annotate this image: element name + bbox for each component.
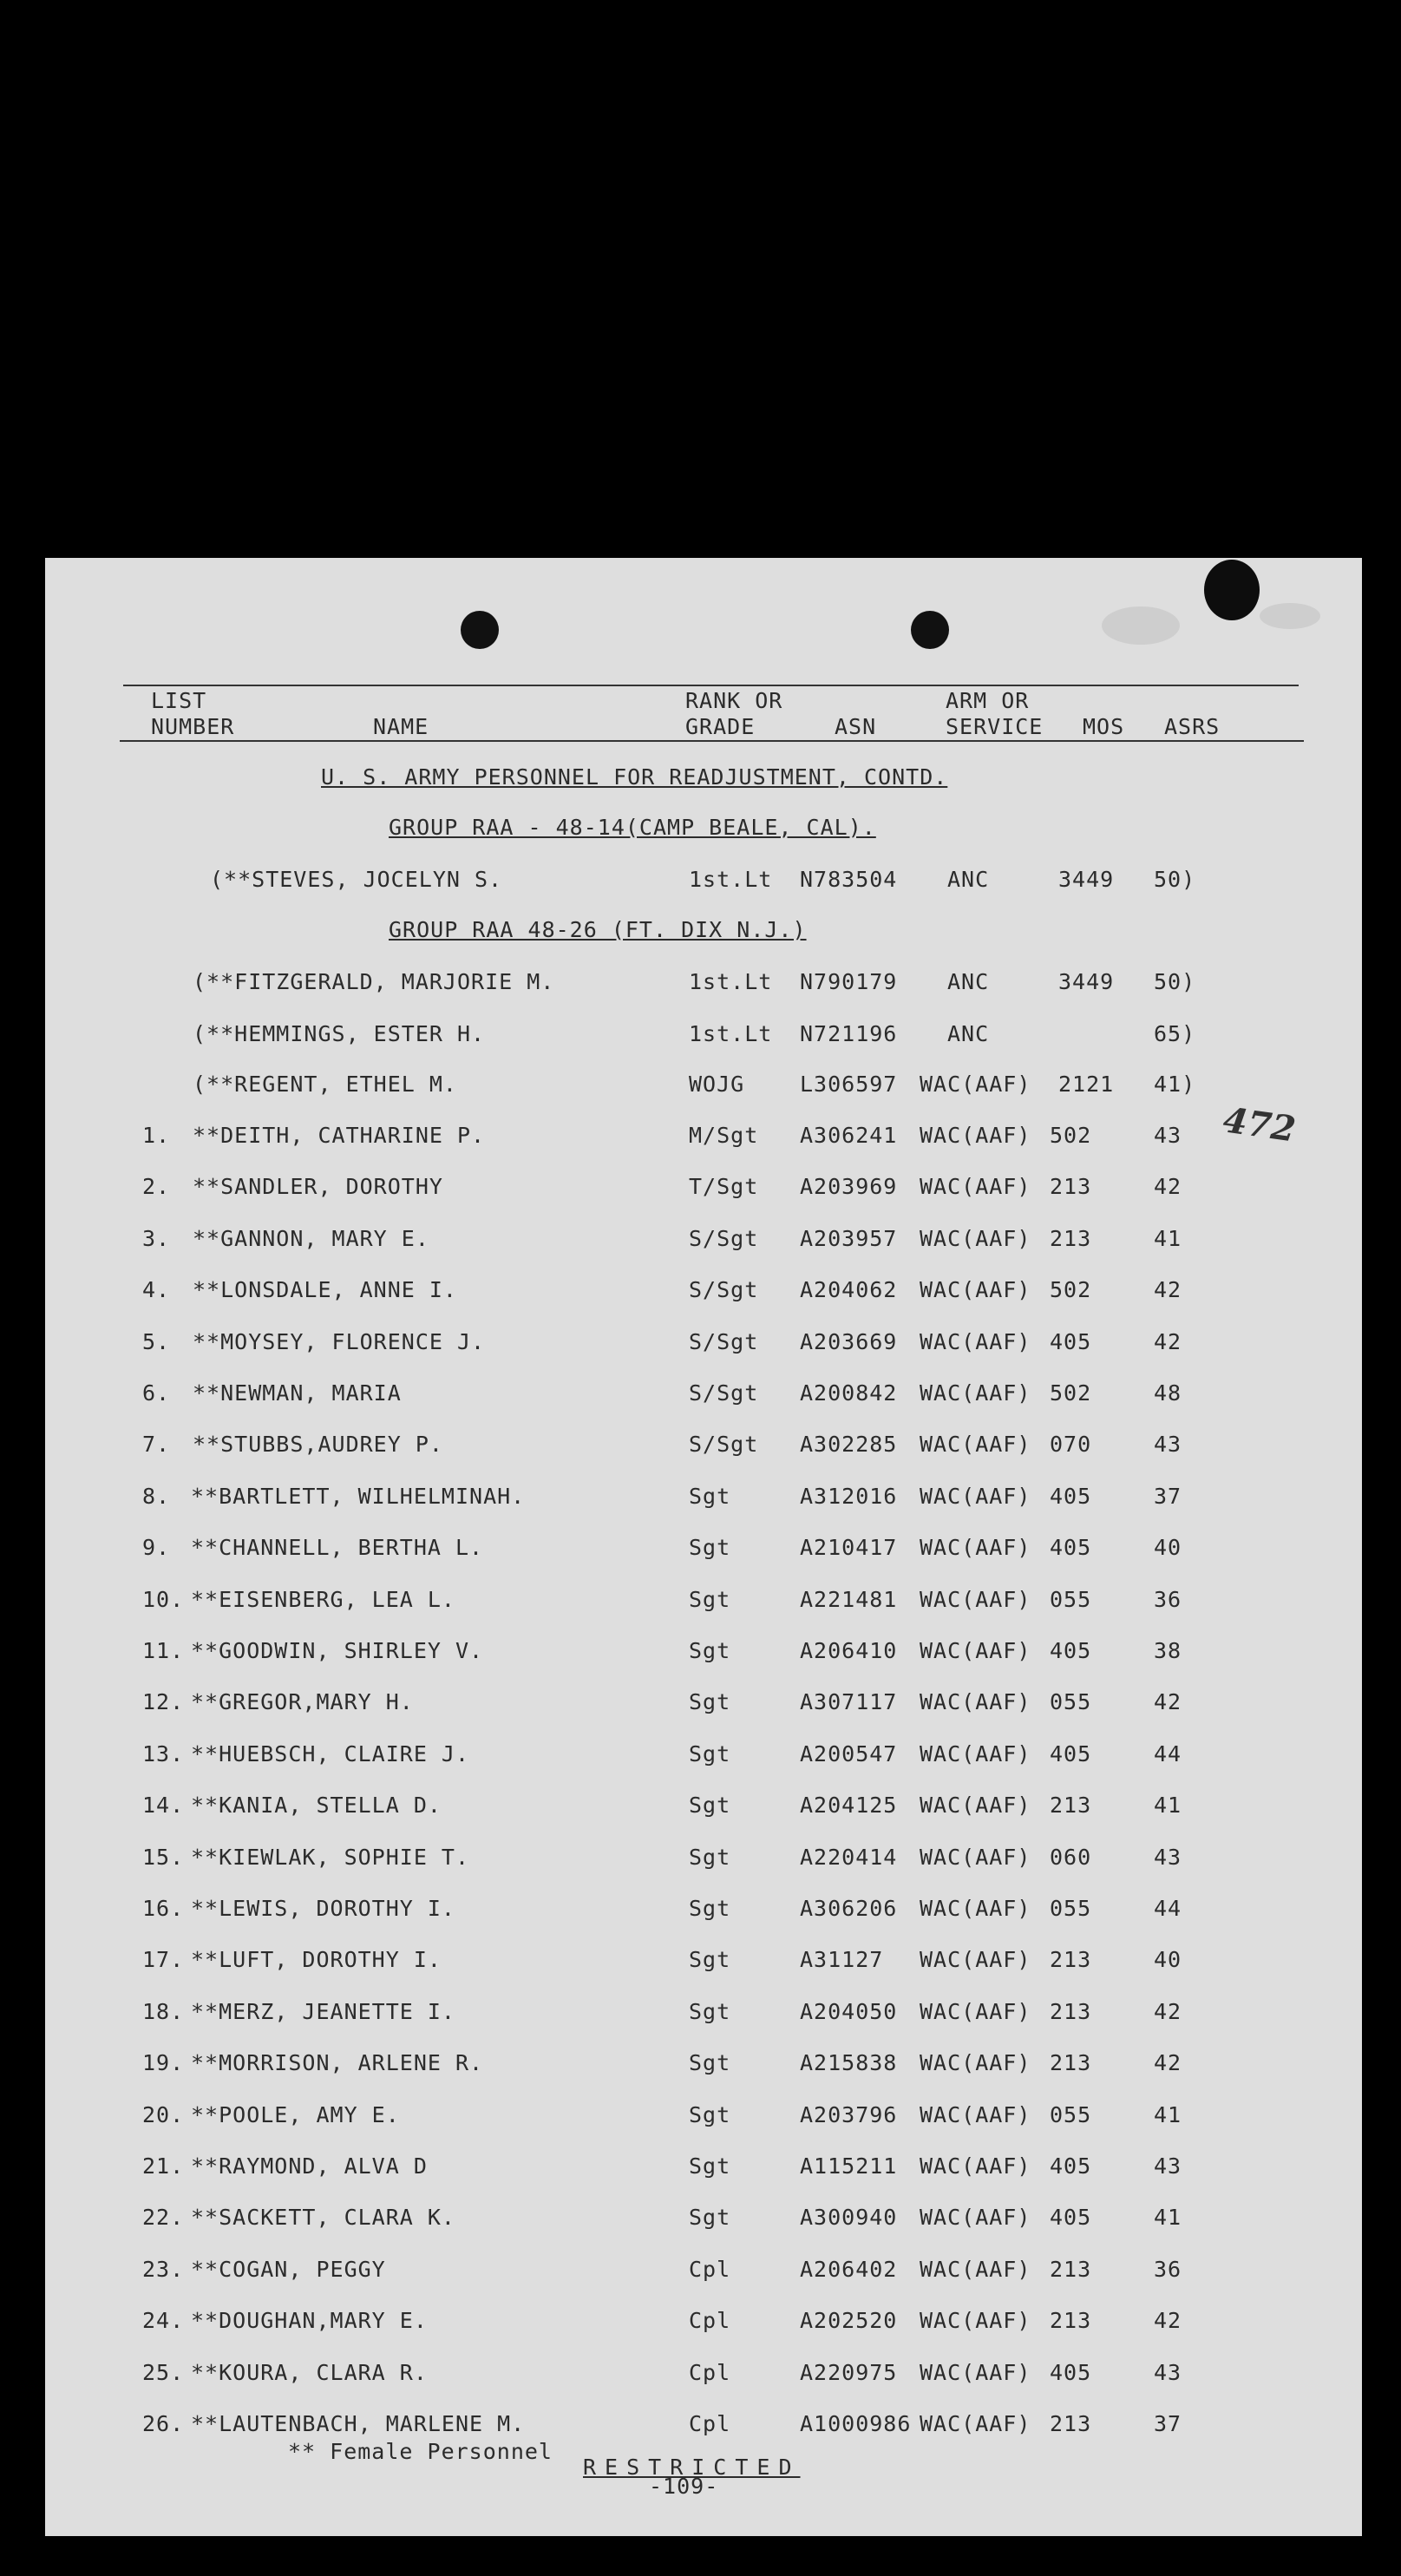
- arm-or-service: WAC(AAF): [920, 1740, 1031, 1766]
- rank: WOJG: [689, 1072, 745, 1097]
- mos: 3449: [1058, 867, 1115, 892]
- arm-or-service: WAC(AAF): [920, 1689, 1031, 1715]
- asn: A302285: [800, 1432, 898, 1458]
- mos: 213: [1050, 1174, 1092, 1200]
- asrs: 37: [1154, 2411, 1182, 2436]
- asrs: 43: [1154, 1844, 1182, 1870]
- arm-or-service: WAC(AAF): [920, 1638, 1031, 1663]
- rank: Sgt: [689, 1586, 731, 1612]
- rank: Sgt: [689, 1896, 731, 1921]
- page-number: -109-: [649, 2474, 719, 2499]
- list-number: 15.: [142, 1844, 185, 1870]
- list-number: 5.: [142, 1328, 171, 1354]
- mos: 502: [1050, 1380, 1092, 1406]
- list-number: 2.: [142, 1174, 171, 1200]
- header-arm: ARM OR: [946, 688, 1030, 713]
- asrs: 42: [1154, 1174, 1182, 1200]
- list-number: 26.: [142, 2411, 185, 2436]
- asn: A203957: [800, 1225, 898, 1251]
- arm-or-service: WAC(AAF): [920, 1998, 1031, 2024]
- person-name: **KIEWLAK, SOPHIE T.: [191, 1844, 470, 1870]
- arm-or-service: WAC(AAF): [920, 1896, 1031, 1921]
- header-asn: ASN: [835, 714, 877, 739]
- person-name: **RAYMOND, ALVA D: [191, 2153, 428, 2179]
- person-name: **COGAN, PEGGY: [191, 2256, 386, 2282]
- mos: 405: [1050, 2205, 1092, 2231]
- arm-or-service: WAC(AAF): [920, 1328, 1031, 1354]
- asn: N790179: [800, 969, 898, 994]
- asn: L306597: [800, 1072, 898, 1097]
- asrs: 65): [1154, 1021, 1196, 1046]
- arm-or-service: WAC(AAF): [920, 1793, 1031, 1819]
- list-number: 7.: [142, 1432, 171, 1458]
- mos: 405: [1050, 1535, 1092, 1561]
- list-number: 10.: [142, 1586, 185, 1612]
- person-name: **KANIA, STELLA D.: [191, 1793, 442, 1819]
- asn: A200547: [800, 1740, 898, 1766]
- mos: 213: [1050, 2256, 1092, 2282]
- rank: Sgt: [689, 1844, 731, 1870]
- list-number: 8.: [142, 1483, 171, 1509]
- asn: A204062: [800, 1277, 898, 1303]
- person-name: **SANDLER, DOROTHY: [193, 1174, 443, 1200]
- arm-or-service: WAC(AAF): [920, 1483, 1031, 1509]
- arm-or-service: WAC(AAF): [920, 1586, 1031, 1612]
- asn: A306241: [800, 1123, 898, 1148]
- list-number: 22.: [142, 2205, 185, 2231]
- mos: 213: [1050, 2411, 1092, 2436]
- mos: 2121: [1058, 1072, 1115, 1097]
- mos: 055: [1050, 1689, 1092, 1715]
- person-name: **NEWMAN, MARIA: [193, 1380, 402, 1406]
- list-number: 9.: [142, 1535, 171, 1561]
- asrs: 44: [1154, 1896, 1182, 1921]
- person-name: **DEITH, CATHARINE P.: [193, 1123, 486, 1148]
- arm-or-service: WAC(AAF): [920, 2101, 1031, 2127]
- rank: S/Sgt: [689, 1225, 759, 1251]
- asrs: 42: [1154, 2050, 1182, 2076]
- person-name: **LONSDALE, ANNE I.: [193, 1277, 457, 1303]
- rank: Cpl: [689, 2308, 731, 2334]
- rank: Sgt: [689, 1535, 731, 1561]
- person-name: **DOUGHAN,MARY E.: [191, 2308, 428, 2334]
- rank: S/Sgt: [689, 1277, 759, 1303]
- person-name: **GANNON, MARY E.: [193, 1225, 429, 1251]
- mos: 055: [1050, 1896, 1092, 1921]
- header-name: NAME: [373, 714, 429, 739]
- person-name: **MORRISON, ARLENE R.: [191, 2050, 484, 2076]
- document-title: U. S. ARMY PERSONNEL FOR READJUSTMENT, CONTD.: [321, 764, 948, 790]
- rank: Sgt: [689, 1638, 731, 1663]
- asn: N783504: [800, 867, 898, 892]
- list-number: 6.: [142, 1380, 171, 1406]
- asn: A202520: [800, 2308, 898, 2334]
- person-name: **POOLE, AMY E.: [191, 2101, 400, 2127]
- list-number: 18.: [142, 1998, 185, 2024]
- asn: A203969: [800, 1174, 898, 1200]
- asrs: 50): [1154, 867, 1196, 892]
- asrs: 41: [1154, 1225, 1182, 1251]
- rank: T/Sgt: [689, 1174, 759, 1200]
- list-number: 12.: [142, 1689, 185, 1715]
- asn: A115211: [800, 2153, 898, 2179]
- arm-or-service: WAC(AAF): [920, 1844, 1031, 1870]
- list-number: 24.: [142, 2308, 185, 2334]
- asn: A206402: [800, 2256, 898, 2282]
- mos: 405: [1050, 1740, 1092, 1766]
- asn: A1000986: [800, 2411, 912, 2436]
- arm-or-service: ANC: [947, 969, 990, 994]
- mos: 502: [1050, 1277, 1092, 1303]
- arm-or-service: WAC(AAF): [920, 1947, 1031, 1973]
- classification-marking: RESTRICTED: [583, 2455, 801, 2480]
- person-name: **GREGOR,MARY H.: [191, 1689, 414, 1715]
- person-name: **GOODWIN, SHIRLEY V.: [191, 1638, 484, 1663]
- person-name: (**FITZGERALD, MARJORIE M.: [193, 969, 555, 994]
- asrs: 40: [1154, 1947, 1182, 1973]
- asrs: 41: [1154, 2205, 1182, 2231]
- rank: Sgt: [689, 1947, 731, 1973]
- mos: 213: [1050, 1793, 1092, 1819]
- asn: A200842: [800, 1380, 898, 1406]
- asn: A204125: [800, 1793, 898, 1819]
- mos: 070: [1050, 1432, 1092, 1458]
- asrs: 36: [1154, 2256, 1182, 2282]
- rank: 1st.Lt: [689, 969, 773, 994]
- person-name: **SACKETT, CLARA K.: [191, 2205, 455, 2231]
- paper-smudge: [1102, 606, 1180, 645]
- asrs: 43: [1154, 2153, 1182, 2179]
- rank: Sgt: [689, 2050, 731, 2076]
- person-name: **HUEBSCH, CLAIRE J.: [191, 1740, 470, 1766]
- rank: Sgt: [689, 1998, 731, 2024]
- list-number: 17.: [142, 1947, 185, 1973]
- header-list-number: NUMBER: [151, 714, 235, 739]
- list-number: 21.: [142, 2153, 185, 2179]
- asn: N721196: [800, 1021, 898, 1046]
- asrs: 41): [1154, 1072, 1196, 1097]
- asrs: 40: [1154, 1535, 1182, 1561]
- person-name: **LEWIS, DOROTHY I.: [191, 1896, 455, 1921]
- arm-or-service: ANC: [947, 867, 990, 892]
- asrs: 50): [1154, 969, 1196, 994]
- asn: A221481: [800, 1586, 898, 1612]
- mos: 213: [1050, 2050, 1092, 2076]
- rank: S/Sgt: [689, 1380, 759, 1406]
- punch-hole-corner: [1204, 560, 1260, 620]
- punch-hole-right: [911, 611, 949, 649]
- asrs: 42: [1154, 1689, 1182, 1715]
- list-number: 3.: [142, 1225, 171, 1251]
- rank: Sgt: [689, 2101, 731, 2127]
- asn: A31127: [800, 1947, 884, 1973]
- arm-or-service: WAC(AAF): [920, 1277, 1031, 1303]
- rank: 1st.Lt: [689, 867, 773, 892]
- asn: A203669: [800, 1328, 898, 1354]
- mos: 405: [1050, 2359, 1092, 2385]
- arm-or-service: WAC(AAF): [920, 2256, 1031, 2282]
- asrs: 43: [1154, 1123, 1182, 1148]
- person-name: **LUFT, DOROTHY I.: [191, 1947, 442, 1973]
- rank: 1st.Lt: [689, 1021, 773, 1046]
- footnote: ** Female Personnel: [288, 2439, 553, 2464]
- arm-or-service: WAC(AAF): [920, 2359, 1031, 2385]
- arm-or-service: WAC(AAF): [920, 1380, 1031, 1406]
- rank: M/Sgt: [689, 1123, 759, 1148]
- punch-hole-left: [461, 611, 499, 649]
- rank: Cpl: [689, 2359, 731, 2385]
- rank: Sgt: [689, 1483, 731, 1509]
- asn: A306206: [800, 1896, 898, 1921]
- list-number: 20.: [142, 2101, 185, 2127]
- mos: 213: [1050, 1998, 1092, 2024]
- asn: A307117: [800, 1689, 898, 1715]
- header-list-number: LIST: [151, 688, 207, 713]
- mos: 405: [1050, 1638, 1092, 1663]
- mos: 405: [1050, 1483, 1092, 1509]
- arm-or-service: WAC(AAF): [920, 1123, 1031, 1148]
- list-number: 23.: [142, 2256, 185, 2282]
- header-asrs: ASRS: [1164, 714, 1221, 739]
- rank: S/Sgt: [689, 1328, 759, 1354]
- mos: 213: [1050, 1947, 1092, 1973]
- person-name: **LAUTENBACH, MARLENE M.: [191, 2411, 526, 2436]
- list-number: 14.: [142, 1793, 185, 1819]
- asn: A220975: [800, 2359, 898, 2385]
- asrs: 42: [1154, 2308, 1182, 2334]
- header-arm: SERVICE: [946, 714, 1044, 739]
- person-name: (**STEVES, JOCELYN S.: [210, 867, 503, 892]
- person-name: **CHANNELL, BERTHA L.: [191, 1535, 484, 1561]
- asn: A204050: [800, 1998, 898, 2024]
- list-number: 1.: [142, 1123, 171, 1148]
- mos: 213: [1050, 1225, 1092, 1251]
- person-name: (**HEMMINGS, ESTER H.: [193, 1021, 486, 1046]
- mos: 405: [1050, 1328, 1092, 1354]
- person-name: **KOURA, CLARA R.: [191, 2359, 428, 2385]
- rank: Sgt: [689, 1740, 731, 1766]
- asrs: 42: [1154, 1277, 1182, 1303]
- asrs: 44: [1154, 1740, 1182, 1766]
- asrs: 41: [1154, 2101, 1182, 2127]
- rank: Cpl: [689, 2256, 731, 2282]
- asrs: 48: [1154, 1380, 1182, 1406]
- list-number: 19.: [142, 2050, 185, 2076]
- rank: Sgt: [689, 1689, 731, 1715]
- paper-smudge: [1260, 603, 1320, 629]
- document-page: [45, 558, 1362, 2536]
- mos: 3449: [1058, 969, 1115, 994]
- person-name: **EISENBERG, LEA L.: [191, 1586, 455, 1612]
- asrs: 38: [1154, 1638, 1182, 1663]
- asn: A203796: [800, 2101, 898, 2127]
- asn: A206410: [800, 1638, 898, 1663]
- list-number: 4.: [142, 1277, 171, 1303]
- list-number: 11.: [142, 1638, 185, 1663]
- arm-or-service: WAC(AAF): [920, 2050, 1031, 2076]
- person-name: (**REGENT, ETHEL M.: [193, 1072, 457, 1097]
- header-top-rule: [123, 685, 1299, 686]
- list-number: 25.: [142, 2359, 185, 2385]
- asrs: 41: [1154, 1793, 1182, 1819]
- arm-or-service: WAC(AAF): [920, 1174, 1031, 1200]
- asrs: 43: [1154, 1432, 1182, 1458]
- arm-or-service: WAC(AAF): [920, 2308, 1031, 2334]
- list-number: 16.: [142, 1896, 185, 1921]
- arm-or-service: ANC: [947, 1021, 990, 1046]
- asrs: 43: [1154, 2359, 1182, 2385]
- mos: 055: [1050, 2101, 1092, 2127]
- arm-or-service: WAC(AAF): [920, 2205, 1031, 2231]
- header-rank: RANK OR: [685, 688, 783, 713]
- group-heading: GROUP RAA - 48-14(CAMP BEALE, CAL).: [389, 815, 876, 840]
- rank: Sgt: [689, 2153, 731, 2179]
- asn: A312016: [800, 1483, 898, 1509]
- person-name: **BARTLETT, WILHELMINAH.: [191, 1483, 526, 1509]
- asn: A220414: [800, 1844, 898, 1870]
- asn: A215838: [800, 2050, 898, 2076]
- rank: S/Sgt: [689, 1432, 759, 1458]
- asn: A300940: [800, 2205, 898, 2231]
- mos: 060: [1050, 1844, 1092, 1870]
- mos: 055: [1050, 1586, 1092, 1612]
- person-name: **MERZ, JEANETTE I.: [191, 1998, 455, 2024]
- arm-or-service: WAC(AAF): [920, 2411, 1031, 2436]
- asrs: 42: [1154, 1998, 1182, 2024]
- asrs: 36: [1154, 1586, 1182, 1612]
- mos: 405: [1050, 2153, 1092, 2179]
- rank: Cpl: [689, 2411, 731, 2436]
- asn: A210417: [800, 1535, 898, 1561]
- person-name: **MOYSEY, FLORENCE J.: [193, 1328, 486, 1354]
- arm-or-service: WAC(AAF): [920, 2153, 1031, 2179]
- arm-or-service: WAC(AAF): [920, 1535, 1031, 1561]
- mos: 213: [1050, 2308, 1092, 2334]
- header-mos: MOS: [1083, 714, 1125, 739]
- header-bottom-rule: [120, 740, 1304, 742]
- arm-or-service: WAC(AAF): [920, 1225, 1031, 1251]
- header-rank: GRADE: [685, 714, 756, 739]
- rank: Sgt: [689, 2205, 731, 2231]
- arm-or-service: WAC(AAF): [920, 1072, 1031, 1097]
- asrs: 42: [1154, 1328, 1182, 1354]
- person-name: **STUBBS,AUDREY P.: [193, 1432, 443, 1458]
- rank: Sgt: [689, 1793, 731, 1819]
- arm-or-service: WAC(AAF): [920, 1432, 1031, 1458]
- list-number: 13.: [142, 1740, 185, 1766]
- asrs: 37: [1154, 1483, 1182, 1509]
- group-heading: GROUP RAA 48-26 (FT. DIX N.J.): [389, 917, 807, 942]
- mos: 502: [1050, 1123, 1092, 1148]
- handwritten-page-number: 472: [1221, 1099, 1299, 1150]
